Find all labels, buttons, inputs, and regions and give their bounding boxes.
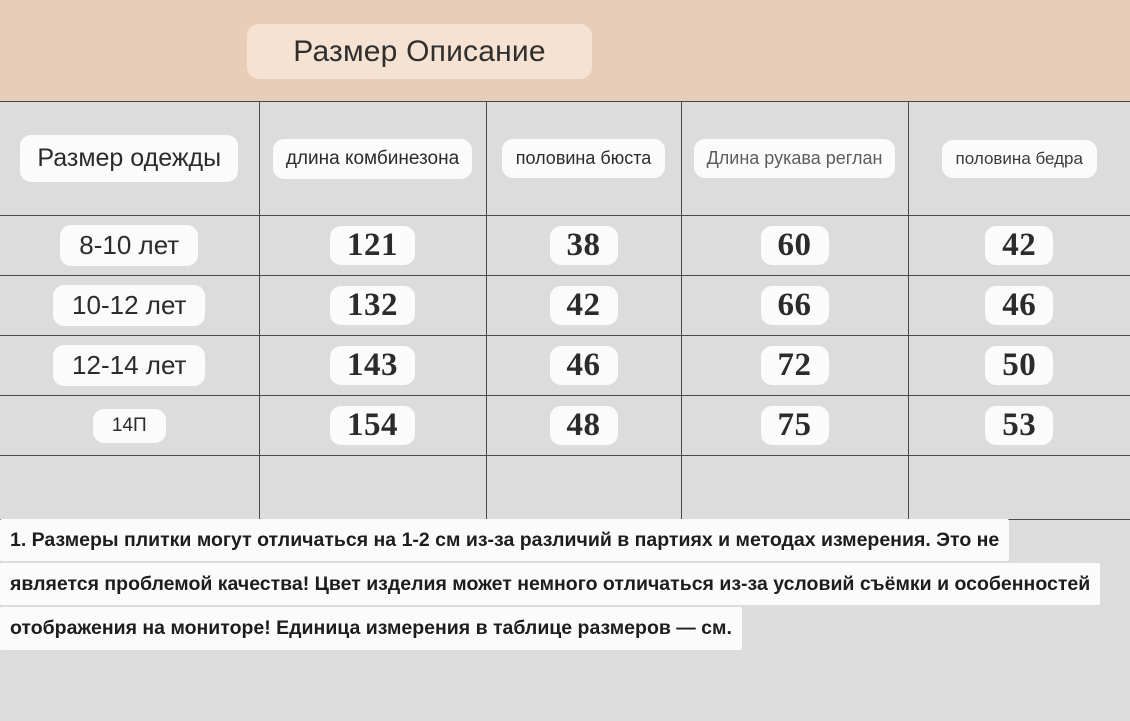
cell-length [259, 216, 486, 276]
cell-sleeve [681, 216, 908, 276]
value-hip: 42 [985, 226, 1053, 265]
cell-hip [908, 276, 1130, 336]
value-hip: 50 [985, 346, 1053, 385]
cell-hip [908, 336, 1130, 396]
value-size: 8-10 лет [60, 225, 198, 266]
note-line-1: 1. Размеры плитки могут отличаться на 1-2 см из-за различий в партиях и методах измерения. Это не [0, 519, 1009, 561]
cell-length [259, 396, 486, 456]
table-header-cell-size [0, 102, 259, 216]
banner [0, 0, 1130, 101]
value-sleeve: 66 [761, 286, 829, 325]
table-header-cell-bust [486, 102, 681, 216]
header-label-sleeve: Длина рукава реглан [694, 139, 896, 178]
note-line-3: отображения на мониторе! Единица измерения в таблице размеров — см. [0, 607, 742, 649]
spacer-cell [486, 456, 681, 520]
value-size: 14П [93, 409, 166, 443]
value-bust: 42 [550, 286, 618, 325]
header-label-size: Размер одежды [20, 135, 238, 182]
header-label-bust: половина бюста [502, 139, 666, 178]
cell-sleeve [681, 396, 908, 456]
cell-hip [908, 396, 1130, 456]
value-size: 10-12 лет [53, 285, 205, 326]
spacer-cell [0, 456, 259, 520]
value-length: 132 [330, 286, 415, 325]
table-header-cell-sleeve [681, 102, 908, 216]
table-row [0, 276, 1130, 336]
cell-bust [486, 396, 681, 456]
table-header-cell-length [259, 102, 486, 216]
cell-bust [486, 336, 681, 396]
value-length: 154 [330, 406, 415, 445]
value-length: 121 [330, 226, 415, 265]
table-spacer-row [0, 456, 1130, 520]
value-sleeve: 60 [761, 226, 829, 265]
page-title-text: Размер Описание [293, 34, 546, 68]
value-length: 143 [330, 346, 415, 385]
value-size: 12-14 лет [53, 345, 205, 386]
table-row [0, 216, 1130, 276]
cell-size [0, 336, 259, 396]
value-bust: 48 [550, 406, 618, 445]
size-table [0, 101, 1130, 520]
cell-length [259, 276, 486, 336]
cell-sleeve [681, 336, 908, 396]
value-hip: 53 [985, 406, 1053, 445]
header-label-length: длина комбинезона [273, 139, 472, 179]
value-hip: 46 [985, 286, 1053, 325]
note-line-2: является проблемой качества! Цвет изделия может немного отличаться из-за условий съёмки и особенностей [0, 563, 1100, 605]
cell-bust [486, 276, 681, 336]
table-row [0, 396, 1130, 456]
spacer-cell [681, 456, 908, 520]
table-header-row [0, 102, 1130, 216]
size-table-container [0, 101, 1130, 520]
value-bust: 38 [550, 226, 618, 265]
cell-length [259, 336, 486, 396]
table-row [0, 336, 1130, 396]
cell-bust [486, 216, 681, 276]
value-bust: 46 [550, 346, 618, 385]
cell-hip [908, 216, 1130, 276]
spacer-cell [259, 456, 486, 520]
cell-size [0, 216, 259, 276]
value-sleeve: 75 [761, 406, 829, 445]
table-header-cell-hip [908, 102, 1130, 216]
value-sleeve: 72 [761, 346, 829, 385]
notes-block [0, 519, 1130, 652]
cell-size [0, 396, 259, 456]
spacer-cell [908, 456, 1130, 520]
bottom-filler [0, 680, 1130, 721]
header-label-hip: половина бедра [942, 140, 1097, 178]
cell-sleeve [681, 276, 908, 336]
page-title [247, 24, 592, 79]
cell-size [0, 276, 259, 336]
